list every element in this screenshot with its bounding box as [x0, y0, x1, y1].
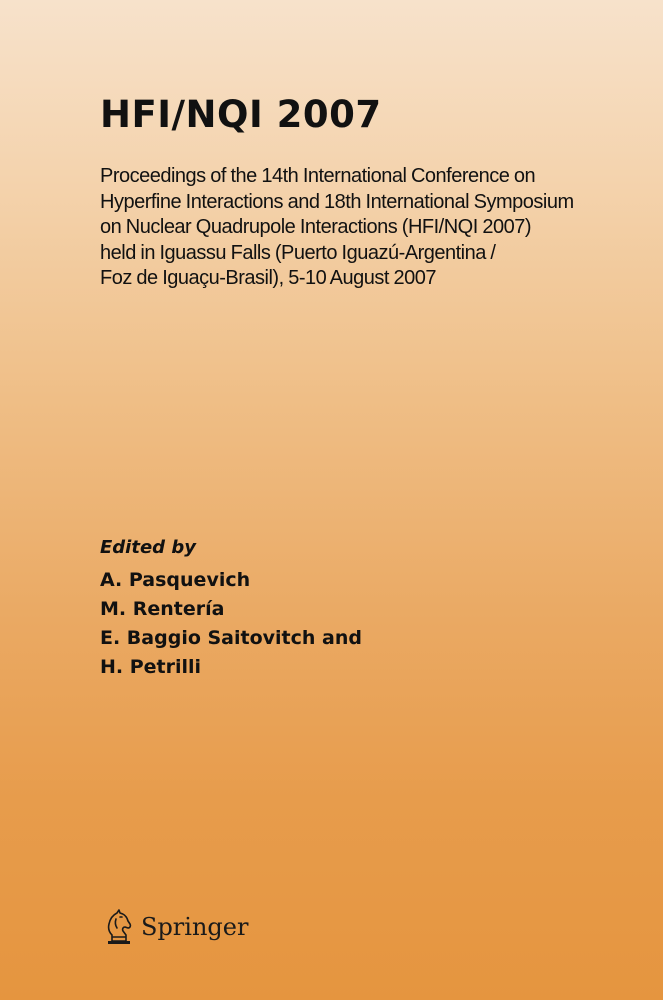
subtitle-line: held in Iguassu Falls (Puerto Iguazú-Argentina /	[100, 241, 496, 264]
subtitle-line: Proceedings of the 14th International Conference on	[100, 165, 536, 187]
springer-knight-icon	[103, 908, 135, 946]
subtitle-line: Hyperfine Interactions and 18th International Symposium	[100, 190, 574, 213]
publisher-logo	[103, 908, 248, 946]
editor-name: H. Petrilli	[100, 656, 202, 678]
publisher-name: Springer	[141, 913, 249, 941]
editor-name: E. Baggio Saitovitch and	[100, 627, 362, 649]
editors-list	[100, 566, 362, 682]
subtitle-line: on Nuclear Quadrupole Interactions (HFI/NQI 2007)	[100, 216, 531, 238]
editor-name: A. Pasquevich	[100, 569, 251, 591]
editor-name: M. Rentería	[100, 598, 225, 620]
editors-label: Edited by	[100, 537, 196, 558]
book-title: HFI/NQI 2007	[100, 93, 382, 136]
book-subtitle	[100, 164, 620, 292]
subtitle-line: Foz de Iguaçu-Brasil), 5-10 August 2007	[100, 267, 436, 289]
